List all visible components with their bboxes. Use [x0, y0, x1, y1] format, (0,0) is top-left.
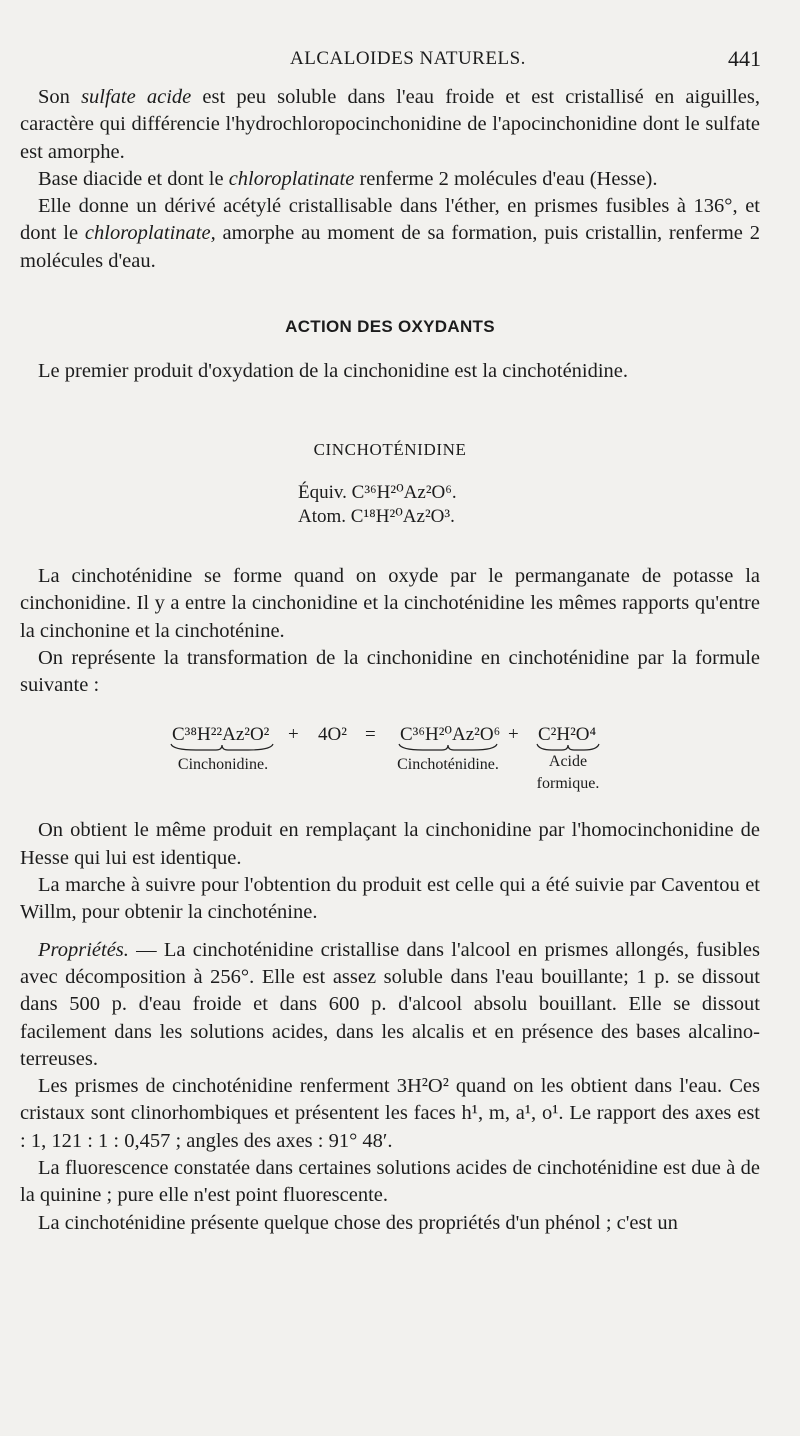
- equiv-line: [298, 481, 598, 505]
- eq-plus-2: +: [508, 724, 519, 746]
- page-number: 441: [728, 46, 761, 71]
- atom-line: [298, 505, 598, 529]
- atom-label: Atom.: [298, 505, 347, 527]
- equiv-formula: C³⁶H²⁰Az²O⁶.: [351, 481, 457, 503]
- text-run: — La cinchoténidine cristallise dans l'alcool en prismes allongés, fusibles avec décomposition à 256°. Elle est assez soluble dans l'eau bouillante; 1 p. se dissout dans 500 p. d'eau froide et dans 600 p. d'alcool absolu bouillant. Elle se dissout facilement dans les solutions acides, dans les alcalis et en présence des bases alcalino-terreuses.: [20, 938, 760, 1070]
- eq-term-cinchonidine: C³⁸H²²Az²O²: [172, 724, 270, 746]
- running-head: ALCALOIDES NATURELS.: [290, 48, 526, 69]
- compound-heading: CINCHOTÉNIDINE: [313, 439, 467, 459]
- paragraph-phenol: La cinchoténidine présente quelque chose des propriétés d'un phénol ; c'est un: [38, 1211, 678, 1234]
- italic-term: chloroplatinate: [228, 167, 355, 190]
- paragraph-intro: Le premier produit d'oxydation de la cinchonidine est la cinchoténidine.: [38, 360, 629, 383]
- formula-block: [298, 481, 598, 529]
- text-run: Elle donne un dérivé acétylé cristallisable dans l'éther, en prismes fusibles à 136°, et dont le: [20, 195, 760, 245]
- brace-cinchonidine: [170, 743, 274, 751]
- chemical-equation: [20, 715, 760, 811]
- paragraph-prisms: Les prismes de cinchoténidine renferment 3H²O² quand on les obtient dans l'eau. Ces cristaux sont clinorhombiques et présentent les faces h¹, m, a¹, o¹. Le rapport des axes est : 1, 121 : 1 : 0,457 ; angles des axes : 91° 48′.: [20, 1075, 760, 1152]
- paragraph-fluorescence: La fluorescence constatée dans certaines solutions acides de cinchoténidine est due à de la quinine ; pure elle n'est point fluorescente.: [20, 1157, 760, 1207]
- label-formic-line1: Acide: [548, 753, 588, 771]
- brace-formic: [536, 743, 600, 751]
- label-cinchotenidine: Cinchoténidine.: [397, 756, 499, 774]
- paragraph-transformation: On représente la transformation de la cinchonidine en cinchoténidine par la formule suivante :: [20, 646, 760, 697]
- eq-equals: =: [365, 724, 376, 746]
- spacer: [20, 927, 760, 937]
- paragraph-base: [20, 166, 760, 193]
- paragraph-acetyl: [20, 193, 760, 275]
- section-heading: ACTION DES OXYDANTS: [285, 317, 495, 337]
- italic-term: chloroplatinate,: [84, 222, 216, 245]
- eq-term-formic: C²H²O⁴: [538, 724, 597, 746]
- equiv-label: Équiv.: [298, 481, 347, 503]
- atom-formula: C¹⁸H²⁰Az²O³.: [350, 505, 455, 527]
- text-run: renferme 2 molécules d'eau (Hesse).: [354, 167, 658, 190]
- text-run: amorphe au moment de sa formation, puis cristallin, renferme 2 molécules d'eau.: [20, 222, 760, 272]
- eq-plus-1: +: [288, 724, 299, 746]
- italic-term: sulfate acide: [81, 86, 192, 108]
- body-text: [20, 84, 760, 1237]
- brace-cinchotenidine: [398, 743, 498, 751]
- properties-label: Propriétés.: [38, 938, 129, 961]
- eq-term-cinchotenidine: C³⁶H²⁰Az²O⁶: [400, 724, 501, 746]
- page-header: [0, 46, 800, 76]
- paragraph-properties: [20, 937, 760, 1073]
- label-formic-line2: formique.: [536, 775, 600, 793]
- label-cinchonidine: Cinchonidine.: [177, 756, 269, 774]
- paragraph-procedure: La marche à suivre pour l'obtention du produit est celle qui a été suivie par Caventou et Willm, pour obtenir la cinchoténine.: [20, 874, 760, 924]
- text-run: Base diacide et dont le: [38, 167, 229, 190]
- text-run: Son: [38, 86, 82, 108]
- text-run: est peu soluble dans l'eau froide et est cristallisé en aiguilles, caractère qui différencie l'hydrochloropocinchonidine de l'apocinchonidine dont le sulfate est amorphe.: [20, 86, 760, 163]
- label-formic-acid: [520, 751, 616, 795]
- paragraph-formation: La cinchoténidine se forme quand on oxyde par le permanganate de potasse la cinchonidine. Il y a entre la cinchonidine et la cinchoténidine les mêmes rapports qu'entre la cinchonine et la cinchoténine.: [20, 564, 760, 642]
- paragraph-homocinchonidine: On obtient le même produit en remplaçant la cinchonidine par l'homocinchonidine de Hesse qui lui est identique.: [20, 819, 760, 869]
- paragraph-sulfate: [20, 84, 760, 166]
- eq-term-oxygen: 4O²: [318, 724, 347, 746]
